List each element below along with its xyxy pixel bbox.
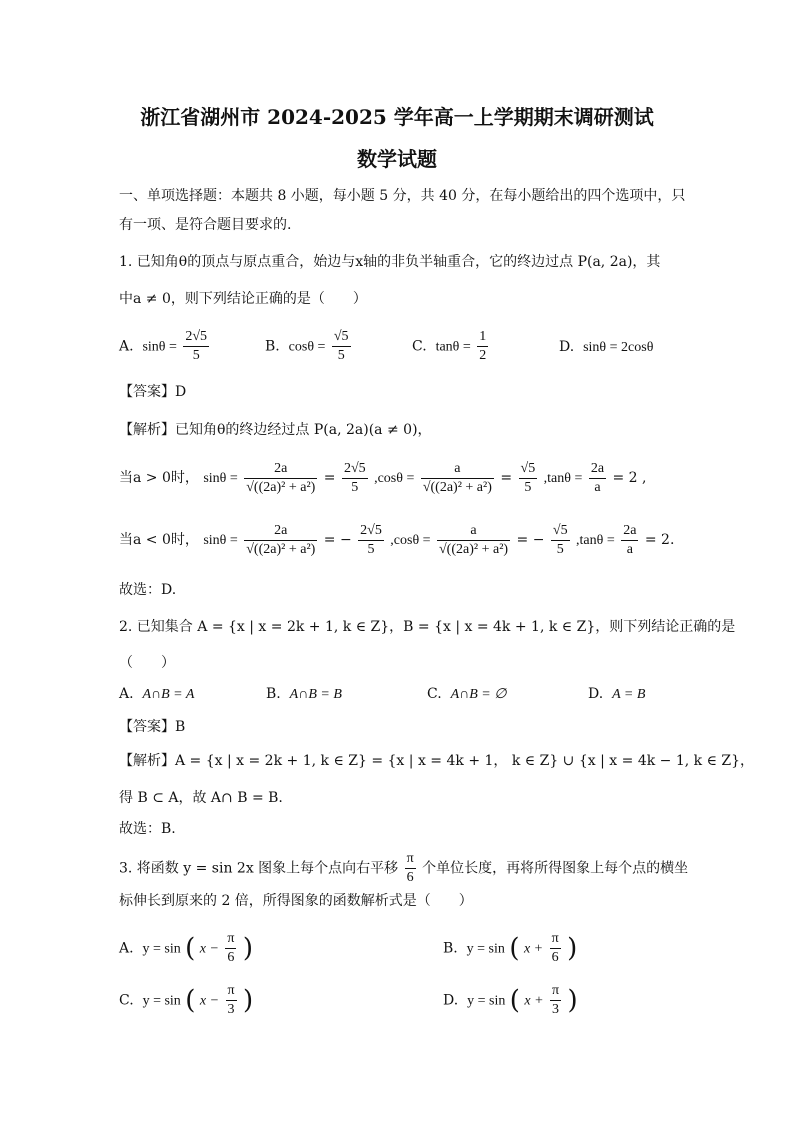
fraction-numerator: π (550, 982, 561, 1001)
fraction-numerator: √5 (332, 328, 351, 347)
page-title: 浙江省湖州市 2024-2025 学年高一上学期期末调研测试 (140, 105, 654, 129)
section-instructions-line2: 有一项、是符合题目要求的. (119, 217, 292, 233)
page-subtitle: 数学试题 (357, 147, 437, 171)
option-text: A∩B = ∅ (450, 687, 507, 702)
fraction-denominator: 5 (367, 541, 375, 557)
case2-tan-fraction (621, 522, 638, 559)
case2-cos-lhs: ,cosθ = (390, 533, 431, 548)
option-lhs: sinθ = (142, 339, 177, 355)
fraction-denominator: a (594, 479, 601, 495)
equals-sign: = (500, 470, 513, 486)
q2-option-a (119, 684, 194, 705)
option-label: A. (119, 338, 134, 355)
q1-case2 (119, 518, 674, 563)
q2-conclusion: 故选：B. (119, 821, 176, 837)
case1-cos-result (519, 460, 538, 497)
fraction-denominator: 5 (192, 348, 200, 363)
option-label: C. (412, 338, 427, 355)
case2-sin-fraction (244, 522, 317, 559)
fraction-numerator: π (226, 982, 237, 1001)
fraction-denominator: a (626, 541, 633, 557)
option-label: A. (119, 940, 134, 957)
fraction-denominator: 5 (524, 479, 532, 495)
q1-stem-line1: 1. 已知角θ的顶点与原点重合，始边与x轴的非负半轴重合，它的终边过点 P(a, 2a)，其 (119, 254, 661, 270)
fraction-denominator: 6 (227, 950, 235, 965)
option-prefix: y = sin (142, 941, 181, 957)
fraction-numerator: π (405, 850, 416, 869)
fraction-numerator: 2a (621, 522, 638, 541)
q1-option-c (412, 328, 490, 365)
case2-tan-rhs: = 2. (644, 532, 675, 548)
fraction-numerator: √5 (519, 460, 538, 479)
fraction-denominator: 5 (337, 348, 345, 363)
q2-option-b (266, 684, 342, 705)
right-paren: ) (243, 985, 254, 1016)
option-label: B. (265, 338, 280, 355)
case2-cos-result (551, 522, 570, 559)
left-paren: ( (185, 985, 196, 1016)
left-paren: ( (509, 933, 520, 964)
fraction-denominator: √((2a)² + a²) (246, 541, 316, 557)
q3-stem-part2: 个单位长度，再将所得图象上每个点的横坐 (422, 860, 689, 877)
q1-option-a (119, 328, 211, 365)
equals-sign: = (323, 470, 336, 486)
fraction-numerator: 2√5 (342, 460, 368, 479)
option-label: B. (266, 686, 281, 702)
section-instructions-line1: 一、单项选择题：本题共 8 小题，每小题 5 分，共 40 分，在每小题给出的四个选项中，只 (119, 188, 686, 204)
fraction-numerator: a (437, 522, 510, 541)
case1-tan-lhs: ,tanθ = (543, 471, 583, 486)
fraction-numerator: a (421, 460, 494, 479)
right-paren: ) (242, 933, 254, 964)
q1-answer: 【答案】D (119, 384, 187, 400)
fraction-numerator: 1 (477, 328, 488, 347)
case1-tan-fraction (589, 460, 606, 497)
case1-sin-fraction (244, 460, 317, 497)
case1-sin-result (342, 460, 368, 497)
left-paren: ( (185, 933, 196, 964)
fraction-denominator: 6 (551, 950, 559, 965)
option-label: C. (119, 992, 134, 1009)
fraction-denominator: √((2a)² + a²) (422, 479, 492, 495)
case2-sin-lhs: sinθ = (203, 533, 238, 548)
option-label: D. (588, 686, 604, 702)
option-prefix: y = sin (466, 941, 505, 957)
case2-cos-fraction (437, 522, 510, 559)
fraction-denominator: 2 (479, 348, 487, 363)
fraction-numerator: √5 (551, 522, 570, 541)
q3-stem-line1 (119, 850, 688, 887)
option-lhs: sinθ = 2cosθ (583, 340, 654, 355)
option-label: D. (443, 992, 459, 1009)
case2-sin-result (358, 522, 384, 559)
fraction-numerator: 2a (244, 522, 317, 541)
fraction-numerator: π (550, 930, 561, 949)
option-text: A = B (612, 687, 646, 702)
q2-stem-line1: 2. 已知集合 A = {x | x = 2k + 1, k ∈ Z}，B = {x | x = 4k + 1, k ∈ Z}，则下列结论正确的是 (119, 619, 736, 635)
fraction-denominator: √((2a)² + a²) (246, 479, 316, 495)
fraction-denominator: 3 (552, 1002, 560, 1017)
option-lhs: tanθ = (435, 339, 471, 355)
option-inner: x + (524, 993, 544, 1009)
q3-shift-fraction (405, 850, 416, 887)
option-fraction (550, 982, 561, 1019)
q1-conclusion: 故选：D. (119, 582, 177, 598)
q1-stem-line2: 中a ≠ 0，则下列结论正确的是（ ） (119, 291, 367, 307)
fraction-denominator: 5 (351, 479, 359, 495)
q3-stem-part1: 3. 将函数 y = sin 2x 图象上每个点向右平移 (119, 860, 399, 877)
left-paren: ( (509, 985, 520, 1016)
option-inner: x − (199, 941, 219, 957)
fraction-numerator: π (225, 930, 236, 949)
option-fraction (550, 930, 561, 967)
case1-tan-rhs: = 2 , (612, 470, 647, 486)
fraction-denominator: √((2a)² + a²) (439, 541, 509, 557)
equals-sign: = − (323, 532, 352, 548)
q2-option-c (427, 684, 506, 705)
option-prefix: y = sin (142, 993, 181, 1009)
q3-option-a (119, 930, 253, 968)
right-paren: ) (567, 985, 578, 1016)
case2-prefix: 当a < 0时， (119, 532, 199, 548)
fraction-numerator: 2a (244, 460, 317, 479)
fraction-numerator: 2√5 (183, 328, 209, 347)
option-label: C. (427, 686, 442, 702)
q2-derivation: 得 B ⊂ A，故 A∩ B = B. (119, 790, 283, 806)
q3-option-c (119, 982, 253, 1020)
option-lhs: cosθ = (288, 339, 326, 355)
case1-cos-fraction (421, 460, 494, 497)
q2-analysis: 【解析】A = {x | x = 2k + 1, k ∈ Z} = {x | x = 4k + 1， k ∈ Z} ∪ {x | x = 4k − 1, k ∈ Z}， (119, 753, 755, 769)
q2-answer: 【答案】B (119, 719, 186, 735)
option-fraction (225, 930, 236, 967)
case1-sin-lhs: sinθ = (203, 471, 238, 486)
q2-stem-line2: （ ） (119, 655, 175, 671)
equals-sign: = − (516, 532, 545, 548)
fraction-denominator: 5 (556, 541, 564, 557)
fraction-numerator: 2a (589, 460, 606, 479)
q2-option-d (588, 684, 645, 705)
option-inner: x − (199, 993, 220, 1009)
case1-prefix: 当a > 0时， (119, 470, 199, 486)
option-text: A∩B = B (289, 687, 342, 702)
option-text: A∩B = A (142, 687, 195, 702)
option-label: B. (443, 940, 458, 957)
option-label: A. (119, 686, 134, 702)
q3-option-d (443, 982, 578, 1020)
option-label: D. (559, 339, 575, 355)
q1-case1 (119, 456, 647, 501)
fraction-denominator: 6 (406, 870, 414, 885)
option-inner: x + (523, 941, 544, 957)
option-prefix: y = sin (467, 993, 506, 1009)
q1-option-b (265, 328, 353, 365)
option-fraction (477, 328, 488, 365)
q1-analysis-intro: 【解析】已知角θ的终边经过点 P(a, 2a)(a ≠ 0)， (119, 422, 432, 438)
q3-stem-line2: 标伸长到原来的 2 倍，所得图象的函数解析式是（ ） (119, 893, 473, 909)
case1-cos-lhs: ,cosθ = (374, 471, 415, 486)
option-fraction (332, 328, 351, 365)
q1-option-d (559, 337, 653, 358)
option-fraction (226, 982, 237, 1019)
right-paren: ) (567, 933, 578, 964)
q3-option-b (443, 930, 577, 968)
fraction-numerator: 2√5 (358, 522, 384, 541)
fraction-denominator: 3 (227, 1002, 235, 1017)
case2-tan-lhs: ,tanθ = (576, 533, 615, 548)
option-fraction (183, 328, 209, 365)
